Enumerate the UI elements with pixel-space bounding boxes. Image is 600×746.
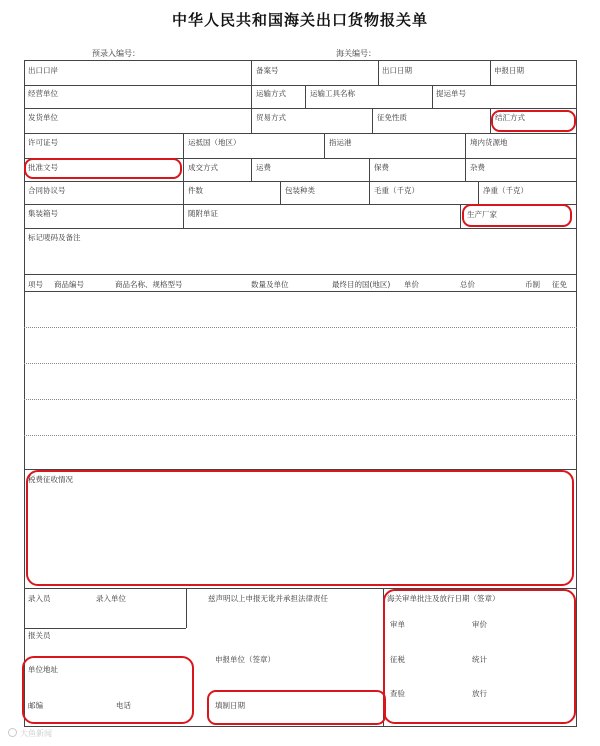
freight-label: 运费 bbox=[256, 163, 271, 172]
settlement-highlight bbox=[491, 110, 576, 132]
rule bbox=[24, 108, 577, 109]
col-divider bbox=[432, 85, 433, 108]
col-divider bbox=[378, 60, 379, 85]
col-divider bbox=[460, 204, 461, 228]
declaration-statement: 兹声明以上申报无讹并承担法律责任 bbox=[208, 594, 328, 603]
remarks-label: 标记唛码及备注 bbox=[28, 233, 81, 242]
goods-header-total: 总价 bbox=[460, 280, 475, 289]
statistics-label: 统计 bbox=[472, 655, 487, 664]
trade-mode-label: 贸易方式 bbox=[256, 113, 286, 122]
approval-no-label: 批准文号 bbox=[28, 163, 58, 172]
fill-date-label: 填制日期 bbox=[215, 701, 245, 710]
manufacturer-highlight bbox=[462, 204, 572, 227]
manufacturer-label: 生产厂家 bbox=[467, 210, 497, 219]
tax-section-label: 税费征收情况 bbox=[28, 475, 73, 484]
phone-label: 电话 bbox=[116, 701, 131, 710]
levy-label: 征税 bbox=[390, 655, 405, 664]
deal-mode-label: 成交方式 bbox=[188, 163, 218, 172]
tax-nature-label: 征免性质 bbox=[377, 113, 407, 122]
col-divider bbox=[372, 108, 373, 133]
form-title: 中华人民共和国海关出口货物报关单 bbox=[171, 11, 428, 29]
goods-header-code: 商品编号 bbox=[54, 280, 84, 289]
export-date-label: 出口日期 bbox=[382, 66, 412, 75]
watermark-icon bbox=[8, 728, 17, 737]
goods-row-divider bbox=[24, 399, 577, 400]
inspection-label: 查验 bbox=[390, 689, 405, 698]
col-divider bbox=[369, 158, 370, 181]
pieces-label: 件数 bbox=[188, 186, 203, 195]
goods-header-unit-price: 单价 bbox=[404, 280, 419, 289]
goods-row-divider bbox=[24, 327, 577, 328]
col-divider bbox=[324, 133, 325, 158]
docs-label: 随附单证 bbox=[188, 209, 218, 218]
rule bbox=[24, 181, 577, 182]
approval-no-highlight bbox=[24, 158, 182, 179]
declarant-label: 报关员 bbox=[28, 631, 51, 640]
misc-label: 杂费 bbox=[470, 163, 485, 172]
operator-label: 经营单位 bbox=[28, 89, 58, 98]
col-divider bbox=[186, 588, 187, 628]
col-divider bbox=[465, 158, 466, 181]
vehicle-name-label: 运输工具名称 bbox=[310, 89, 355, 98]
goods-header-name: 商品名称、规格型号 bbox=[115, 280, 183, 289]
unit-address-highlight bbox=[22, 656, 194, 724]
pricing-label: 审价 bbox=[472, 620, 487, 629]
col-divider bbox=[305, 85, 306, 108]
col-divider bbox=[490, 60, 491, 85]
shipper-label: 发货单位 bbox=[28, 113, 58, 122]
transport-mode-label: 运输方式 bbox=[256, 89, 286, 98]
contract-label: 合同协议号 bbox=[28, 186, 66, 195]
col-divider bbox=[183, 158, 184, 181]
unit-address-label: 单位地址 bbox=[28, 665, 58, 674]
port-label: 指运港 bbox=[329, 138, 352, 147]
rule bbox=[24, 628, 186, 629]
container-label: 集装箱号 bbox=[28, 209, 58, 218]
entry-unit-label: 录入单位 bbox=[96, 594, 126, 603]
goods-header-qty: 数量及单位 bbox=[251, 280, 289, 289]
dest-country-label: 运抵国（地区） bbox=[188, 138, 241, 147]
release-label: 放行 bbox=[472, 689, 487, 698]
gross-weight-label: 毛重（千克） bbox=[374, 186, 419, 195]
rule bbox=[24, 291, 577, 292]
col-divider bbox=[251, 85, 252, 108]
goods-header-item: 项号 bbox=[28, 280, 43, 289]
col-divider bbox=[251, 108, 252, 133]
customs-number-label: 海关编号： bbox=[336, 49, 376, 58]
rule bbox=[24, 228, 577, 229]
goods-header-country: 最终目的国(地区) bbox=[332, 280, 391, 289]
bill-no-label: 提运单号 bbox=[436, 89, 466, 98]
review-label: 审单 bbox=[390, 620, 405, 629]
col-divider bbox=[251, 158, 252, 181]
col-divider bbox=[478, 181, 479, 204]
col-divider bbox=[465, 133, 466, 158]
record-no-label: 备案号 bbox=[256, 66, 279, 75]
preentry-number-label: 预录入编号： bbox=[92, 49, 140, 58]
col-divider bbox=[280, 181, 281, 204]
goods-header-currency: 币制 bbox=[525, 280, 540, 289]
insurance-label: 保费 bbox=[374, 163, 389, 172]
rule bbox=[24, 274, 577, 275]
entry-clerk-label: 录入员 bbox=[28, 594, 51, 603]
col-divider bbox=[251, 60, 252, 85]
net-weight-label: 净重（千克） bbox=[483, 186, 528, 195]
col-divider bbox=[369, 181, 370, 204]
declare-date-label: 申报日期 bbox=[494, 66, 524, 75]
watermark: 大鱼新闻 bbox=[20, 729, 52, 738]
package-label: 包装种类 bbox=[285, 186, 315, 195]
rule bbox=[24, 85, 577, 86]
rule bbox=[24, 133, 577, 134]
export-port-label: 出口口岸 bbox=[28, 66, 58, 75]
col-divider bbox=[183, 204, 184, 228]
goods-row-divider bbox=[24, 435, 577, 436]
customs-approval-label: 海关审单批注及放行日期（签章） bbox=[387, 594, 500, 603]
col-divider bbox=[183, 181, 184, 204]
tax-section-highlight bbox=[26, 470, 574, 586]
settlement-label: 结汇方式 bbox=[495, 113, 525, 122]
fill-date-highlight bbox=[207, 690, 386, 725]
declare-unit-label: 申报单位（签章） bbox=[215, 655, 275, 664]
postcode-label: 邮编 bbox=[28, 701, 43, 710]
goods-header-exemption: 征免 bbox=[552, 280, 567, 289]
customs-approval-highlight bbox=[383, 589, 576, 724]
source-label: 境内货源地 bbox=[470, 138, 508, 147]
col-divider bbox=[183, 133, 184, 158]
license-no-label: 许可证号 bbox=[28, 138, 58, 147]
goods-row-divider bbox=[24, 363, 577, 364]
